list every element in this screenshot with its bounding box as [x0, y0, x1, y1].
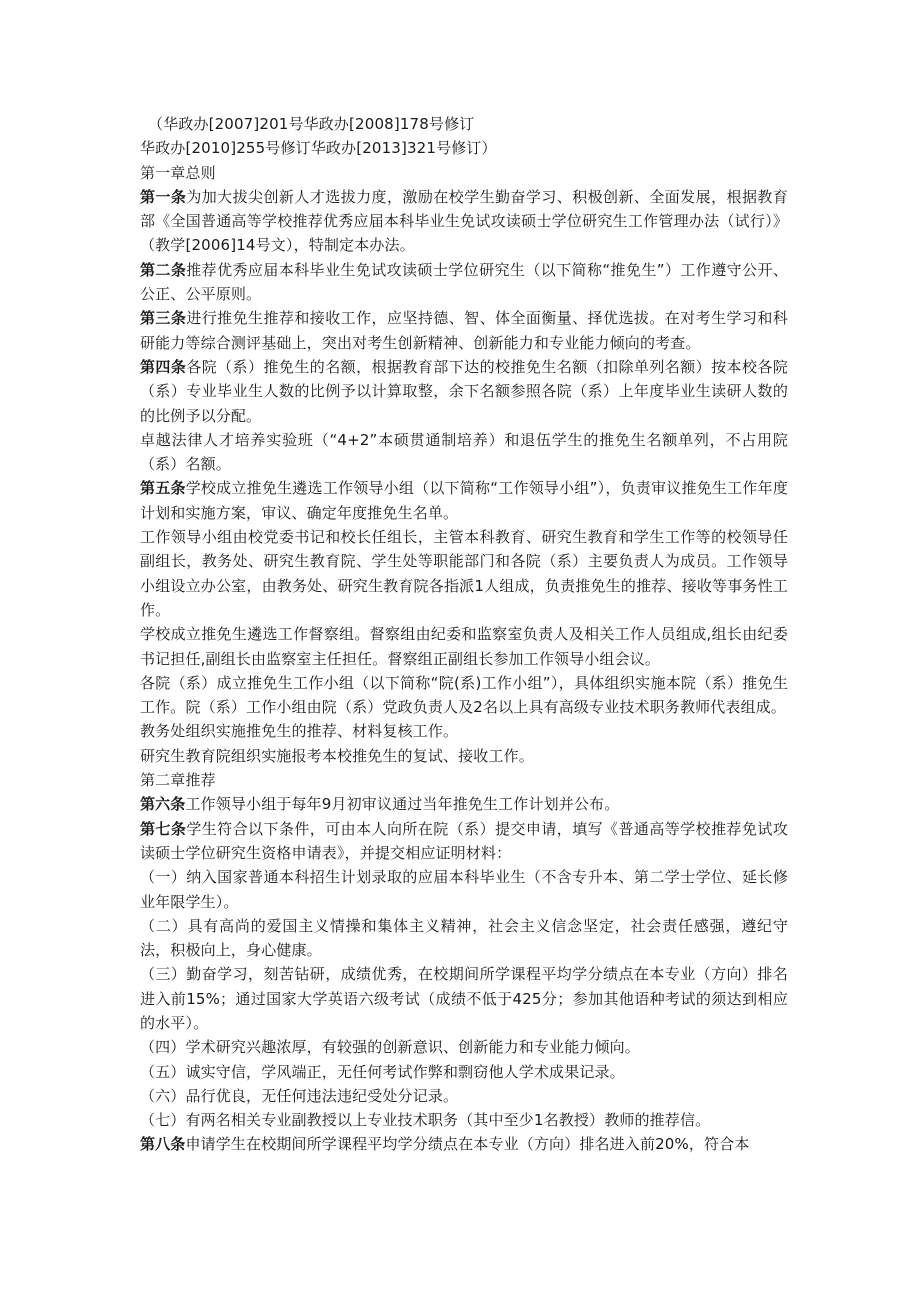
- article-label: 第一条: [140, 187, 187, 206]
- article-label: 第八条: [140, 1135, 186, 1154]
- article-body: 申请学生在校期间所学课程平均学分绩点在本专业（方向）排名进入前20%，符合本: [185, 1135, 750, 1154]
- article-5-paragraph: 学校成立推免生遴选工作督察组。督察组由纪委和监察室负责人及相关工作人员组成,组长由纪委书记担任,副组长由监察室主任担任。督察组正副组长参加工作领导小组会议。: [140, 625, 788, 668]
- article-body: 工作领导小组于每年9月初审议通过当年推免生工作计划并公布。: [185, 795, 620, 814]
- regulation-text: [140, 112, 788, 1157]
- article-3: [140, 306, 788, 355]
- article-2: [140, 258, 788, 307]
- condition-item: （四）学术研究兴趣浓厚，有较强的创新意识、创新能力和专业能力倾向。: [140, 1038, 640, 1057]
- condition-item: （三）勤奋学习，刻苦钻研，成绩优秀，在校期间所学课程平均学分绩点在本专业（方向）排名进入前15%；通过国家大学英语六级考试（成绩不低于425分；参加其他语种考试的须达到相应的水平）。: [140, 965, 788, 1032]
- condition-item: （一）纳入国家普通本科招生计划录取的应届本科毕业生（不含专升本、第二学士学位、延长修业年限学生）。: [140, 868, 788, 911]
- article-label: 第六条: [140, 795, 186, 814]
- article-5-paragraph: 各院（系）成立推免生工作小组（以下简称“院(系)工作小组”），具体组织实施本院（系）推免生工作。院（系）工作小组由院（系）党政负责人及2名以上具有高级专业技术职务教师代表组成。: [140, 673, 788, 717]
- article-5-paragraph: 研究生教育院组织实施报考本校推免生的复试、接收工作。: [140, 746, 534, 765]
- condition-item: （二）具有高尚的爱国主义情操和集体主义精神，社会主义信念坚定，社会责任感强，遵纪守法，积极向上，身心健康。: [140, 916, 788, 960]
- chapter-heading-1: 第一章总则: [140, 163, 216, 182]
- article-8: [140, 1132, 788, 1156]
- condition-item: （六）品行优良，无任何违法违纪受处分记录。: [140, 1086, 459, 1105]
- article-label: 第二条: [140, 260, 187, 279]
- article-label: 第四条: [140, 357, 187, 376]
- article-7: [140, 817, 788, 866]
- article-5-paragraph: 教务处组织实施推免生的推荐、材料复核工作。: [140, 722, 459, 741]
- article-body: 推荐优秀应届本科毕业生免试攻读硕士学位研究生（以下简称“推免生”）工作遵守公开、公正、公平原则。: [140, 260, 789, 304]
- article-label: 第三条: [140, 309, 187, 328]
- revision-note-2: 华政办[2010]255号修订华政办[2013]321号修订）: [140, 139, 497, 158]
- article-body: 为加大拔尖创新人才选拔力度，激励在校学生勤奋学习、积极创新、全面发展，根据教育部《全国普通高等学校推荐优秀应届本科毕业生免试攻读硕士学位研究生工作管理办法（试行）》（教学[2006]14号文），特制定本办法。: [140, 187, 788, 255]
- article-4-paragraph: 卓越法律人才培养实验班（“4+2”本硕贯通制培养）和退伍学生的推免生名额单列，不占用院（系）名额。: [140, 430, 788, 474]
- chapter-heading-2: 第二章推荐: [140, 771, 216, 790]
- article-4: [140, 355, 788, 428]
- article-5: [140, 476, 788, 525]
- article-body: 学生符合以下条件，可由本人向所在院（系）提交申请，填写《普通高等学校推荐免试攻读硕士学位研究生资格申请表》，并提交相应证明材料：: [140, 819, 788, 862]
- article-1: [140, 185, 788, 258]
- revision-note-1: （华政办[2007]201号华政办[2008]178号修订: [148, 115, 475, 133]
- article-body: 进行推免生推荐和接收工作，应坚持德、智、体全面衡量、择优选拔。在对考生学习和科研能力等综合测评基础上，突出对考生创新精神、创新能力和专业能力倾向的考查。: [140, 309, 788, 352]
- article-label: 第七条: [140, 819, 187, 838]
- condition-item: （七）有两名相关专业副教授以上专业技术职务（其中至少1名教授）教师的推荐信。: [140, 1111, 711, 1130]
- article-body: 各院（系）推免生的名额，根据教育部下达的校推免生名额（扣除单列名额）按本校各院（系）专业毕业生人数的比例予以计算取整，余下名额参照各院（系）上年度毕业生读研人数的的比例予以分配。: [140, 357, 788, 425]
- article-label: 第五条: [140, 479, 186, 498]
- condition-item: （五）诚实守信，学风端正，无任何考试作弊和剽窃他人学术成果记录。: [140, 1062, 625, 1081]
- article-body: 学校成立推免生遴选工作领导小组（以下简称“工作领导小组”），负责审议推免生工作年度计划和实施方案，审议、确定年度推免生名单。: [140, 479, 788, 522]
- article-6: [140, 792, 788, 816]
- article-5-paragraph: 工作领导小组由校党委书记和校长任组长，主管本科教育、研究生教育和学生工作等的校领导任副组长，教务处、研究生教育院、学生处等职能部门和各院（系）主要负责人为成员。工作领导小组设立办公室，由教务处、研究生教育院各指派1人组成，负责推免生的推荐、接收等事务性工作。: [140, 528, 788, 619]
